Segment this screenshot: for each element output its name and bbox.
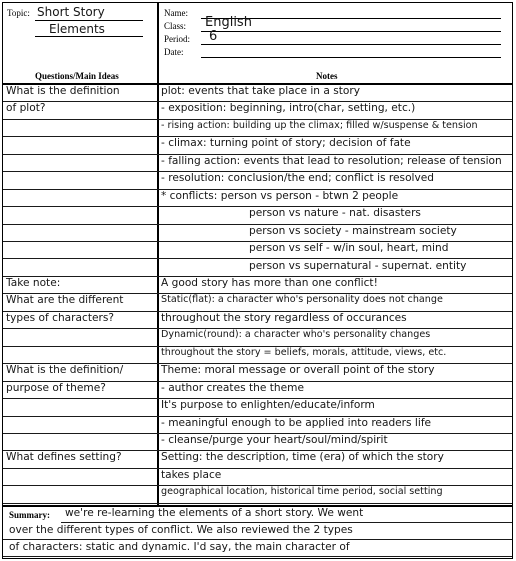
notes-rows [3, 85, 512, 505]
note-row [3, 172, 512, 189]
topic-underline-2 [35, 36, 143, 37]
ruled-line [3, 503, 512, 504]
question-cell: What are the different [6, 294, 124, 307]
note-row [3, 382, 512, 399]
note-cell: Setting: the description, time (era) of which the story [161, 451, 444, 464]
note-cell: plot: events that take place in a story [161, 85, 360, 97]
note-row [3, 417, 512, 434]
student-info-box [159, 3, 512, 82]
date-line [201, 57, 501, 58]
note-row [3, 399, 512, 416]
note-row [3, 225, 512, 242]
summary-label: Summary: [9, 510, 50, 520]
note-cell: - falling action: events that lead to resolution; release of tension [161, 154, 502, 167]
summary-rule [3, 556, 512, 557]
note-cell: person vs nature - nat. disasters [249, 207, 421, 220]
period-line [201, 44, 501, 45]
note-row [3, 137, 512, 154]
summary-rule [3, 539, 512, 540]
topic-box [3, 3, 157, 82]
note-row [3, 242, 512, 259]
question-cell: of plot? [6, 102, 46, 115]
note-cell: Static(flat): a character who's personality does not change [161, 294, 443, 306]
note-row [3, 155, 512, 172]
note-cell: - cleanse/purge your heart/soul/mind/spirit [161, 434, 388, 446]
note-cell: takes place [161, 468, 222, 481]
note-cell: - resolution: conclusion/the end; conflict is resolved [161, 172, 435, 185]
note-row [3, 347, 512, 364]
question-cell: What is the definition/ [6, 364, 124, 377]
note-row [3, 102, 512, 119]
period-label: Period: [164, 34, 190, 44]
question-cell: Take note: [6, 276, 61, 289]
note-row [3, 364, 512, 381]
question-cell: What is the definition [6, 85, 120, 97]
note-row [3, 329, 512, 346]
note-row [3, 294, 512, 311]
note-cell: - author creates the theme [161, 381, 304, 394]
note-row [3, 277, 512, 294]
note-cell: throughout the story = beliefs, morals, attitude, views, etc. [161, 346, 447, 358]
note-row [3, 207, 512, 224]
note-cell: Dynamic(round): a character who's personality changes [161, 329, 431, 341]
note-cell: person vs supernatural - supernat. entity [249, 259, 467, 272]
question-cell: What defines setting? [6, 451, 122, 464]
summary-text-2: over the different types of conflict. We also reviewed the 2 types [9, 524, 353, 536]
date-label: Date: [164, 47, 184, 57]
note-cell: - meaningful enough to be applied into readers life [161, 416, 432, 429]
topic-underline [35, 20, 143, 21]
note-cell: throughout the story regardless of occurances [161, 311, 407, 324]
summary-rule [61, 522, 512, 523]
note-cell: Theme: moral message or overall point of the story [161, 364, 435, 377]
summary-text-3: of characters: static and dynamic. I'd say, the main character of [9, 541, 350, 553]
summary-section [3, 507, 512, 559]
note-row [3, 260, 512, 277]
note-cell: * conflicts: person vs person - btwn 2 people [161, 189, 399, 202]
class-value: English [205, 15, 252, 30]
notes-column-header: Notes [316, 71, 338, 81]
questions-column-header: Questions/Main Ideas [35, 71, 119, 81]
summary-text-1: we're re-learning the elements of a short story. We went [65, 507, 364, 519]
note-cell: It's purpose to enlighten/educate/inform [161, 399, 375, 412]
class-line [201, 31, 501, 32]
note-row [3, 312, 512, 329]
note-row [3, 434, 512, 451]
note-row [3, 85, 512, 102]
note-row [3, 469, 512, 486]
topic-value-2: Elements [49, 22, 105, 36]
note-cell: person vs society - mainstream society [249, 224, 457, 237]
note-row [3, 486, 512, 503]
period-value: 6 [209, 29, 218, 44]
name-label: Name: [164, 8, 188, 18]
note-cell: person vs self - w/in soul, heart, mind [249, 242, 449, 255]
note-row [3, 451, 512, 468]
class-label: Class: [164, 21, 187, 31]
question-cell: purpose of theme? [6, 381, 106, 394]
topic-label: Topic: [7, 8, 30, 18]
note-cell: geographical location, historical time period, social setting [161, 486, 443, 498]
cornell-notes-sheet [2, 2, 513, 559]
question-cell: types of characters? [6, 311, 115, 324]
note-cell: - exposition: beginning, intro(char, setting, etc.) [161, 102, 416, 115]
note-row [3, 190, 512, 207]
note-row [3, 120, 512, 137]
note-cell: - rising action: building up the climax; filled w/suspense & tension [161, 119, 478, 131]
topic-value-1: Short Story [37, 5, 105, 19]
note-cell: A good story has more than one conflict! [161, 276, 378, 289]
note-cell: - climax: turning point of story; decision of fate [161, 137, 411, 150]
